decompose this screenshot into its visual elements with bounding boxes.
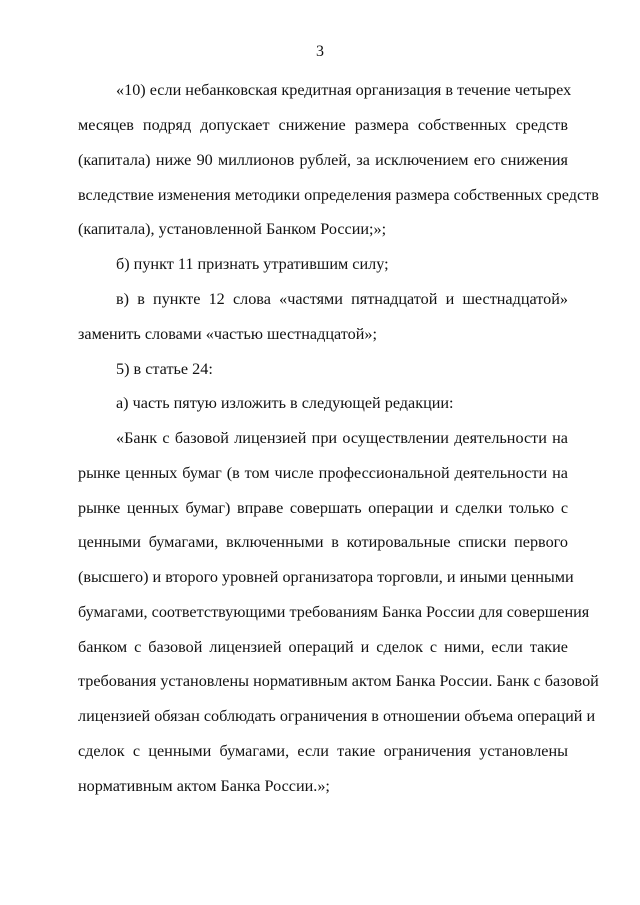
text-line: рынке ценных бумаг (в том числе профессиональной деятельности на bbox=[78, 464, 568, 482]
text-line: «Банк с базовой лицензией при осуществлении деятельности на bbox=[116, 429, 568, 447]
text-line: сделок с ценными бумагами, если такие ограничения установлены bbox=[78, 742, 568, 760]
text-line: в) в пункте 12 слова «частями пятнадцатой и шестнадцатой» bbox=[116, 290, 568, 308]
text-line: лицензией обязан соблюдать ограничения в отношении объема операций и bbox=[78, 707, 596, 725]
text-line: требования установлены нормативным актом Банка России. Банк с базовой bbox=[78, 672, 599, 690]
text-line: заменить словами «частью шестнадцатой»; bbox=[78, 325, 377, 343]
text-line: б) пункт 11 признать утратившим силу; bbox=[116, 255, 389, 273]
text-line: ценными бумагами, включенными в котировальные списки первого bbox=[78, 533, 568, 551]
text-line: (высшего) и второго уровней организатора торговли, и иными ценными bbox=[78, 568, 574, 586]
text-line: рынке ценных бумаг) вправе совершать операции и сделки только с bbox=[78, 499, 568, 517]
text-line: 5) в статье 24: bbox=[116, 360, 213, 378]
page-number: 3 bbox=[316, 43, 324, 60]
text-line: месяцев подряд допускает снижение размера собственных средств bbox=[78, 116, 568, 134]
text-line: бумагами, соответствующими требованиям Банка России для совершения bbox=[78, 603, 590, 621]
text-line: банком с базовой лицензией операций и сделок с ними, если такие bbox=[78, 638, 568, 656]
text-line: (капитала), установленной Банком России;»; bbox=[78, 220, 387, 238]
text-line: а) часть пятую изложить в следующей редакции: bbox=[116, 394, 454, 412]
text-line: нормативным актом Банка России.»; bbox=[78, 777, 330, 795]
text-line: «10) если небанковская кредитная организация в течение четырех bbox=[116, 81, 572, 99]
text-line: (капитала) ниже 90 миллионов рублей, за исключением его снижения bbox=[78, 151, 568, 169]
text-line: вследствие изменения методики определения размера собственных средств bbox=[78, 186, 599, 204]
